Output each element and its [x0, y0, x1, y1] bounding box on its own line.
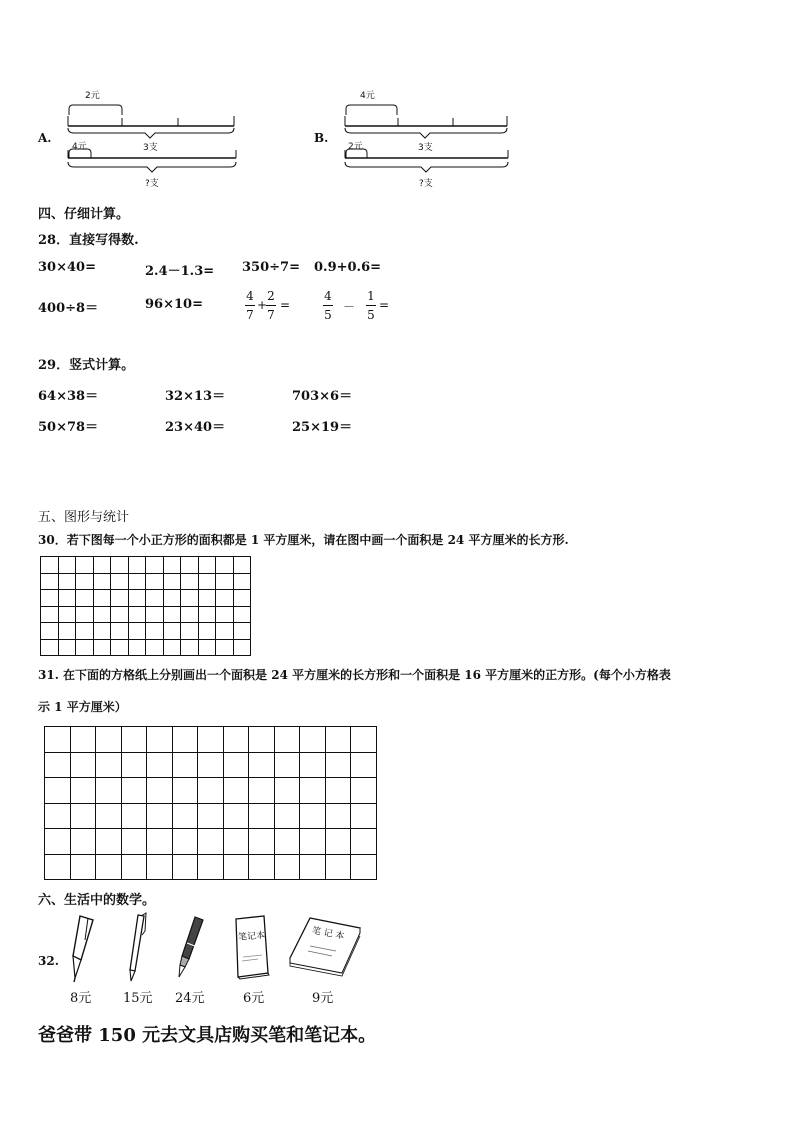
grid-cell[interactable] — [128, 623, 146, 640]
q28-item: 350÷7= — [242, 260, 300, 275]
operator: － — [343, 300, 356, 314]
grid-cell[interactable] — [41, 590, 59, 607]
grid-cell[interactable] — [233, 590, 251, 607]
grid-cell[interactable] — [147, 778, 173, 804]
grid-cell[interactable] — [96, 803, 122, 829]
grid-cell[interactable] — [45, 752, 71, 778]
grid-cell[interactable] — [300, 854, 326, 880]
numerator: 4 — [324, 289, 332, 303]
grid-cell[interactable] — [45, 829, 71, 855]
denominator: 5 — [367, 308, 375, 322]
grid-cell[interactable] — [147, 829, 173, 855]
denominator: 5 — [324, 308, 332, 322]
grid-cell[interactable] — [325, 854, 351, 880]
option-a-top-brace: 2元 — [85, 91, 100, 101]
fountain-pen-icon — [173, 915, 211, 979]
grid-cell[interactable] — [76, 606, 94, 623]
grid-cell[interactable] — [233, 573, 251, 590]
grid-cell[interactable] — [147, 727, 173, 753]
option-a-top-total: 3支 — [143, 143, 158, 153]
grid-cell[interactable] — [45, 727, 71, 753]
q31-text: 31. 在下面的方格纸上分别画出一个面积是 24 平方厘米的长方形和一个面积是 16 平方厘米的正方形。(每个小方格表 — [38, 668, 671, 682]
grid-cell[interactable] — [181, 639, 199, 656]
fraction — [366, 289, 376, 322]
grid-cell[interactable] — [274, 854, 300, 880]
option-b-bottom-brace: 2元 — [348, 142, 363, 152]
grid-cell[interactable] — [146, 573, 164, 590]
grid-cell[interactable] — [111, 573, 129, 590]
ballpoint-pen-icon — [122, 913, 152, 985]
grid-cell[interactable] — [96, 778, 122, 804]
grid-cell[interactable] — [70, 854, 96, 880]
numerator: 4 — [246, 289, 254, 303]
grid-cell[interactable] — [76, 590, 94, 607]
grid-cell[interactable] — [223, 829, 249, 855]
grid-cell[interactable] — [351, 778, 377, 804]
grid-cell[interactable] — [198, 573, 216, 590]
q28-item: 96×10= — [145, 297, 203, 312]
grid-cell[interactable] — [41, 557, 59, 574]
grid-cell[interactable] — [198, 778, 224, 804]
grid-cell[interactable] — [70, 803, 96, 829]
grid-cell[interactable] — [300, 803, 326, 829]
grid-cell[interactable] — [172, 854, 198, 880]
grid-cell[interactable] — [45, 803, 71, 829]
grid-cell[interactable] — [111, 623, 129, 640]
grid-cell[interactable] — [325, 727, 351, 753]
q28-item: 2.4－1.3= — [145, 264, 215, 279]
section4-title: 四、仔细计算。 — [38, 207, 130, 222]
option-a-bottom-brace: 4元 — [72, 142, 87, 152]
q28-title: 28．直接写得数. — [38, 233, 139, 248]
grid-cell[interactable] — [121, 854, 147, 880]
price-label: 24元 — [175, 991, 205, 1006]
grid-cell[interactable] — [58, 557, 76, 574]
q28-item: 0.9+0.6= — [314, 260, 382, 275]
option-a-bottom-total: ?支 — [145, 179, 159, 189]
grid-cell[interactable] — [45, 854, 71, 880]
grid-cell[interactable] — [45, 778, 71, 804]
grid-cell[interactable] — [325, 778, 351, 804]
grid-cell[interactable] — [325, 829, 351, 855]
option-b-label: B. — [314, 131, 329, 145]
grid-cell[interactable] — [198, 639, 216, 656]
grid-cell[interactable] — [111, 590, 129, 607]
grid-cell[interactable] — [58, 606, 76, 623]
option-b-diagram — [0, 0, 794, 200]
grid-cell[interactable] — [146, 639, 164, 656]
grid-cell[interactable] — [147, 854, 173, 880]
grid-cell[interactable] — [163, 590, 181, 607]
grid-cell[interactable] — [249, 829, 275, 855]
grid-cell[interactable] — [163, 623, 181, 640]
q29-title: 29．竖式计算。 — [38, 358, 135, 373]
grid-cell[interactable] — [223, 854, 249, 880]
grid-cell[interactable] — [147, 752, 173, 778]
notebook-cover-text: 笔 记 本 — [311, 925, 346, 943]
grid-cell[interactable] — [233, 606, 251, 623]
grid-cell[interactable] — [76, 639, 94, 656]
grid-cell[interactable] — [351, 829, 377, 855]
grid-cell[interactable] — [147, 803, 173, 829]
grid-paper-small[interactable] — [40, 556, 251, 656]
option-b-top-total: 3支 — [418, 143, 433, 153]
grid-cell[interactable] — [300, 778, 326, 804]
grid-cell[interactable] — [146, 557, 164, 574]
grid-cell[interactable] — [198, 829, 224, 855]
grid-cell[interactable] — [198, 727, 224, 753]
grid-cell[interactable] — [223, 752, 249, 778]
grid-cell[interactable] — [172, 829, 198, 855]
grid-cell[interactable] — [76, 557, 94, 574]
grid-cell[interactable] — [300, 829, 326, 855]
grid-cell[interactable] — [274, 727, 300, 753]
grid-cell[interactable] — [198, 854, 224, 880]
grid-paper-large[interactable] — [44, 726, 377, 880]
grid-cell[interactable] — [233, 557, 251, 574]
grid-cell[interactable] — [76, 623, 94, 640]
grid-cell[interactable] — [181, 557, 199, 574]
grid-cell[interactable] — [172, 727, 198, 753]
grid-cell[interactable] — [216, 573, 234, 590]
grid-cell[interactable] — [41, 606, 59, 623]
grid-cell[interactable] — [274, 803, 300, 829]
grid-cell[interactable] — [93, 606, 111, 623]
option-b-bottom-total: ?支 — [419, 179, 433, 189]
grid-cell[interactable] — [216, 590, 234, 607]
option-b-top-brace: 4元 — [360, 91, 375, 101]
grid-cell[interactable] — [181, 623, 199, 640]
grid-cell[interactable] — [111, 606, 129, 623]
grid-cell[interactable] — [181, 573, 199, 590]
grid-cell[interactable] — [300, 727, 326, 753]
grid-cell[interactable] — [70, 752, 96, 778]
grid-cell[interactable] — [172, 803, 198, 829]
grid-cell[interactable] — [121, 803, 147, 829]
grid-cell[interactable] — [233, 623, 251, 640]
grid-cell[interactable] — [58, 639, 76, 656]
grid-cell[interactable] — [76, 573, 94, 590]
grid-cell[interactable] — [223, 727, 249, 753]
grid-cell[interactable] — [216, 606, 234, 623]
grid-cell[interactable] — [274, 778, 300, 804]
equals: = — [280, 298, 291, 312]
grid-cell[interactable] — [93, 639, 111, 656]
grid-cell[interactable] — [121, 778, 147, 804]
equals: = — [379, 298, 390, 312]
grid-cell[interactable] — [198, 590, 216, 607]
grid-cell[interactable] — [351, 803, 377, 829]
numerator: 1 — [367, 289, 375, 303]
grid-cell[interactable] — [198, 606, 216, 623]
grid-cell[interactable] — [58, 623, 76, 640]
grid-cell[interactable] — [93, 557, 111, 574]
grid-cell[interactable] — [41, 573, 59, 590]
q29-item: 32×13＝ — [165, 389, 226, 404]
grid-cell[interactable] — [163, 606, 181, 623]
q29-item: 25×19＝ — [292, 420, 353, 435]
price-label: 8元 — [70, 991, 92, 1006]
grid-cell[interactable] — [249, 803, 275, 829]
fraction — [266, 289, 276, 322]
denominator: 7 — [267, 308, 275, 322]
q30-text: 30．若下图每一个小正方形的面积都是 1 平方厘米，请在图中画一个面积是 24 平方厘米的长方形. — [38, 533, 569, 547]
option-a-label: A. — [38, 131, 52, 145]
grid-cell[interactable] — [233, 639, 251, 656]
grid-cell[interactable] — [111, 639, 129, 656]
grid-cell[interactable] — [121, 727, 147, 753]
q29-item: 64×38＝ — [38, 389, 99, 404]
grid-cell[interactable] — [181, 590, 199, 607]
q29-item: 703×6＝ — [292, 389, 353, 404]
grid-cell[interactable] — [172, 752, 198, 778]
grid-cell[interactable] — [96, 829, 122, 855]
grid-cell[interactable] — [93, 623, 111, 640]
grid-cell[interactable] — [198, 803, 224, 829]
grid-cell[interactable] — [198, 557, 216, 574]
q28-item: 400÷8＝ — [38, 301, 99, 316]
grid-cell[interactable] — [41, 639, 59, 656]
grid-cell[interactable] — [216, 639, 234, 656]
grid-cell[interactable] — [93, 590, 111, 607]
grid-cell[interactable] — [163, 639, 181, 656]
grid-cell[interactable] — [223, 778, 249, 804]
grid-cell[interactable] — [216, 557, 234, 574]
grid-cell[interactable] — [198, 623, 216, 640]
grid-cell[interactable] — [249, 752, 275, 778]
q32-statement: 爸爸带 150 元去文具店购买笔和笔记本。 — [38, 1025, 377, 1046]
grid-cell[interactable] — [41, 623, 59, 640]
q29-item: 23×40＝ — [165, 420, 226, 435]
grid-cell[interactable] — [274, 829, 300, 855]
price-label: 15元 — [123, 991, 153, 1006]
grid-cell[interactable] — [325, 803, 351, 829]
grid-cell[interactable] — [58, 573, 76, 590]
grid-cell[interactable] — [223, 803, 249, 829]
fraction — [323, 289, 333, 322]
grid-cell[interactable] — [163, 573, 181, 590]
grid-cell[interactable] — [172, 778, 198, 804]
q32-label: 32. — [38, 954, 59, 968]
denominator: 7 — [246, 308, 254, 322]
grid-cell[interactable] — [111, 557, 129, 574]
grid-cell[interactable] — [128, 557, 146, 574]
grid-cell[interactable] — [249, 854, 275, 880]
q29-item: 50×78＝ — [38, 420, 99, 435]
grid-cell[interactable] — [96, 727, 122, 753]
grid-cell[interactable] — [93, 573, 111, 590]
grid-cell[interactable] — [146, 606, 164, 623]
grid-cell[interactable] — [70, 778, 96, 804]
grid-cell[interactable] — [128, 606, 146, 623]
grid-cell[interactable] — [128, 573, 146, 590]
grid-cell[interactable] — [146, 590, 164, 607]
grid-cell[interactable] — [121, 752, 147, 778]
q31-text-cont: 示 1 平方厘米） — [38, 700, 127, 714]
section6-title: 六、生活中的数学。 — [38, 893, 156, 908]
section5-title: 五、图形与统计 — [38, 510, 130, 525]
q28-item: 30×40= — [38, 260, 96, 275]
notebook-cover-text: 笔记本 — [237, 931, 266, 943]
grid-cell[interactable] — [198, 752, 224, 778]
fraction — [245, 289, 255, 322]
price-label: 9元 — [312, 991, 334, 1006]
grid-cell[interactable] — [96, 854, 122, 880]
grid-cell[interactable] — [325, 752, 351, 778]
grid-cell[interactable] — [216, 623, 234, 640]
grid-cell[interactable] — [249, 778, 275, 804]
grid-cell[interactable] — [146, 623, 164, 640]
price-label: 6元 — [243, 991, 265, 1006]
grid-cell[interactable] — [128, 639, 146, 656]
grid-cell[interactable] — [58, 590, 76, 607]
grid-cell[interactable] — [96, 752, 122, 778]
grid-cell[interactable] — [70, 829, 96, 855]
grid-cell[interactable] — [351, 752, 377, 778]
grid-cell[interactable] — [163, 557, 181, 574]
grid-cell[interactable] — [128, 590, 146, 607]
grid-cell[interactable] — [274, 752, 300, 778]
grid-cell[interactable] — [351, 727, 377, 753]
grid-cell[interactable] — [121, 829, 147, 855]
grid-cell[interactable] — [351, 854, 377, 880]
operator: + — [257, 298, 268, 312]
grid-cell[interactable] — [181, 606, 199, 623]
grid-cell[interactable] — [249, 727, 275, 753]
grid-cell[interactable] — [70, 727, 96, 753]
numerator: 2 — [267, 289, 275, 303]
marker-pen-icon — [66, 914, 100, 984]
grid-cell[interactable] — [300, 752, 326, 778]
